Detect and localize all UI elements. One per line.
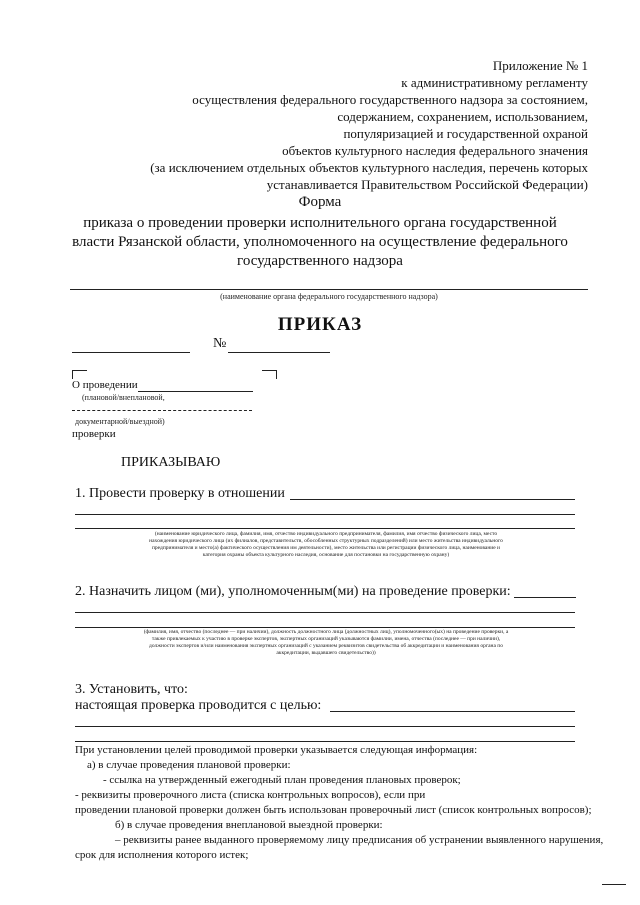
page-mark [602,884,626,885]
order-title: ПРИКАЗ [277,314,363,335]
item3-purpose: настоящая проверка проводится с целью: [75,698,322,713]
item2-caption [70,629,582,657]
item2-caption-line: аккредитации, выдавшего свидетельство)) [276,650,376,656]
notes-block [75,743,604,863]
authority-caption: (наименование органа федерального государственного надзора) [220,292,438,301]
corner-bracket-left [72,370,87,379]
item1-field-line [290,499,575,500]
item1-caption-line: категория охраны объекта культурного наследия, основание для постановки на государственную охрану) [202,552,450,558]
item1-caption [72,531,580,559]
authority-field-line [70,289,588,290]
note-line: При установлении целей проводимой проверки указывается следующая информация: [75,744,478,756]
form-title-line: Форма [298,194,342,210]
corner-bracket-right [262,370,277,379]
date-field-line [72,352,190,353]
appendix-line: популяризацией и государственной охраной [343,126,588,141]
appendix-line: Приложение № 1 [492,58,588,73]
form-title-line: приказа о проведении проверки исполнительного органа государственной [83,215,557,231]
note-line: проведении плановой проверки должен быть использован проверочный лист (список контрольных вопросов); [75,804,592,816]
appendix-line: к административному регламенту [401,75,588,90]
appendix-line: осуществления федерального государственного надзора за состоянием, [192,92,588,107]
note-line: б) в случае проведения внеплановой выездной проверки: [115,819,383,831]
inspection-about: О проведении [72,379,138,391]
inspection-kind-caption: документарной/выездной) [75,417,165,426]
item1-caption-line: предпринимателя и место(а) фактического осуществления им деятельности), место жительства или регистрации физического лица, наименование и [151,545,500,551]
item2-caption-line: также привлекаемых к участию в проверке экспертов, экспертных организаций указываются фамилии, имена, отчества (последнее — при наличии), [151,636,501,642]
item1-label: 1. Провести проверку в отношении [75,486,285,501]
appendix-line: объектов культурного наследия федерального значения [282,143,588,158]
appendix-line: (за исключением отдельных объектов культурного наследия, перечень которых [150,160,588,175]
inspection-kind-line [72,410,252,411]
item3-label: 3. Установить, что: [75,682,188,697]
item1-caption-line: нахождения юридического лица (их филиалов, представительств, обособленных структурных подразделений) или место жительства индивидуального [149,538,503,544]
inspection-word: проверки [72,428,116,440]
item1-field-line-2 [75,514,575,515]
form-title-line: власти Рязанской области, уполномоченного на осуществление федерального [72,234,568,250]
appendix-line: содержанием, сохранением, использованием, [337,109,588,124]
item2-caption-line: (фамилия, имя, отчество (последнее — при наличии), должность должностного лица (должностных лиц), уполномоченного(ых) на проведение проверки, а [143,629,509,635]
form-title [40,193,600,271]
inspection-type-caption: (плановой/внеплановой, [82,393,165,402]
note-line: срок для исполнения которого истек; [75,849,249,861]
item3-field-line-2 [75,726,575,727]
item2-label: 2. Назначить лицом (ми), уполномоченным(ми) на проведение проверки: [75,584,511,599]
appendix-line: устанавливается Правительством Российской Федерации) [266,177,588,192]
item2-field-line-3 [75,627,575,628]
order-word: ПРИКАЗЫВАЮ [121,455,221,470]
note-line: - реквизиты проверочного листа (списка контрольных вопросов), если при [75,789,426,801]
note-line: а) в случае проведения плановой проверки: [87,759,291,771]
form-title-line: государственного надзора [237,253,403,269]
item1-field-line-3 [75,528,575,529]
item2-field-line [514,597,576,598]
appendix-header [100,57,588,193]
item3-field-line [330,711,575,712]
item2-caption-line: должности экспертов и/или наименования экспертных организаций с указанием реквизитов свидетельства об аккредитации и наименования органа по [149,643,503,649]
note-line: - ссылка на утвержденный ежегодный план проведения плановых проверок; [103,774,461,786]
item1-caption-line: (наименование юридического лица, фамилия, имя, отчество индивидуального предпринимателя, фамилия, имя отчество физического лица, место [154,531,498,537]
item3-field-line-3 [75,741,575,742]
number-sign: № [213,336,227,351]
inspection-type-line [138,391,253,392]
note-line: – реквизиты ранее выданного проверяемому лицу предписания об устранении выявленного нарушения, [115,834,604,846]
item2-field-line-2 [75,612,575,613]
number-field-line [228,352,330,353]
